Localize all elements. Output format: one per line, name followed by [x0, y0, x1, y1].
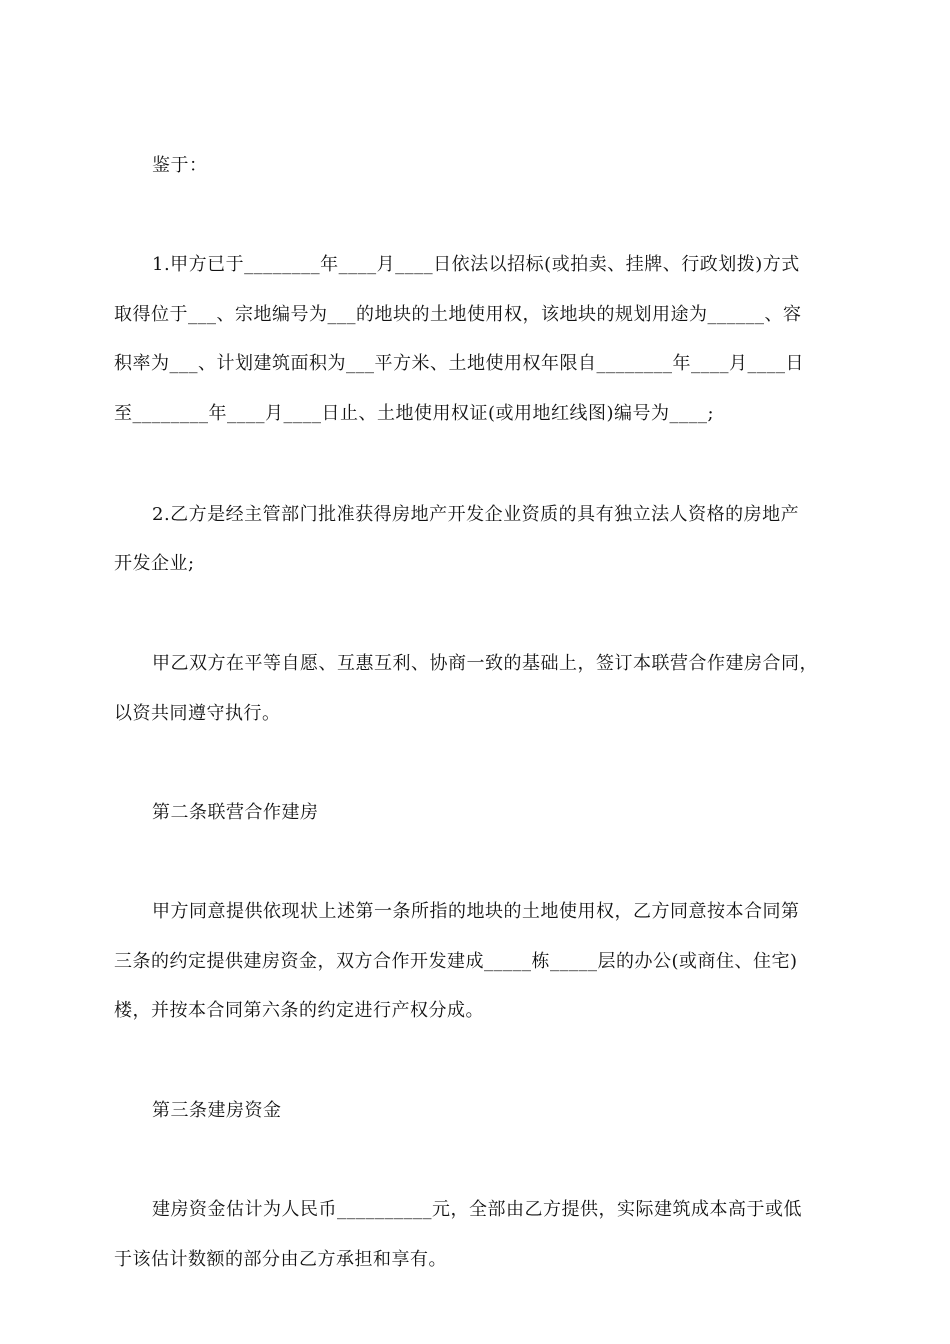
article-2-line-1: 甲方同意提供依现状上述第一条所指的地块的土地使用权，乙方同意按本合同第	[152, 901, 800, 922]
clause-1-line-2: 取得位于___、宗地编号为___的地块的土地使用权，该地块的规划用途为______、容	[114, 304, 802, 325]
preamble-heading: 鉴于：	[152, 155, 208, 176]
clause-1-line-4: 至________年____月____日止、土地使用权证(或用地红线图)编号为____;	[114, 403, 715, 424]
article-2-title: 第二条联营合作建房	[152, 802, 319, 823]
article-2-line-2: 三条的约定提供建房资金，双方合作开发建成_____栋_____层的办公(或商住、住宅)	[114, 951, 798, 972]
article-3-title: 第三条建房资金	[152, 1100, 282, 1121]
article-2-line-3: 楼，并按本合同第六条的约定进行产权分成。	[114, 1000, 484, 1021]
clause-2-line-1: 2.乙方是经主管部门批准获得房地产开发企业资质的具有独立法人资格的房地产	[152, 504, 800, 525]
agreement-line-2: 以资共同遵守执行。	[114, 703, 281, 724]
clause-1-line-1: 1.甲方已于________年____月____日依法以招标(或拍卖、挂牌、行政划拨)方式	[152, 254, 800, 275]
article-3-line-2: 于该估计数额的部分由乙方承担和享有。	[114, 1249, 447, 1270]
agreement-line-1: 甲乙双方在平等自愿、互惠互利、协商一致的基础上，签订本联营合作建房合同，	[152, 653, 818, 674]
clause-1-line-3: 积率为___、计划建筑面积为___平方米、土地使用权年限自________年____月____日	[114, 353, 804, 374]
clause-2-line-2: 开发企业;	[114, 553, 195, 574]
article-3-line-1: 建房资金估计为人民币__________元，全部由乙方提供，实际建筑成本高于或低	[152, 1199, 802, 1220]
